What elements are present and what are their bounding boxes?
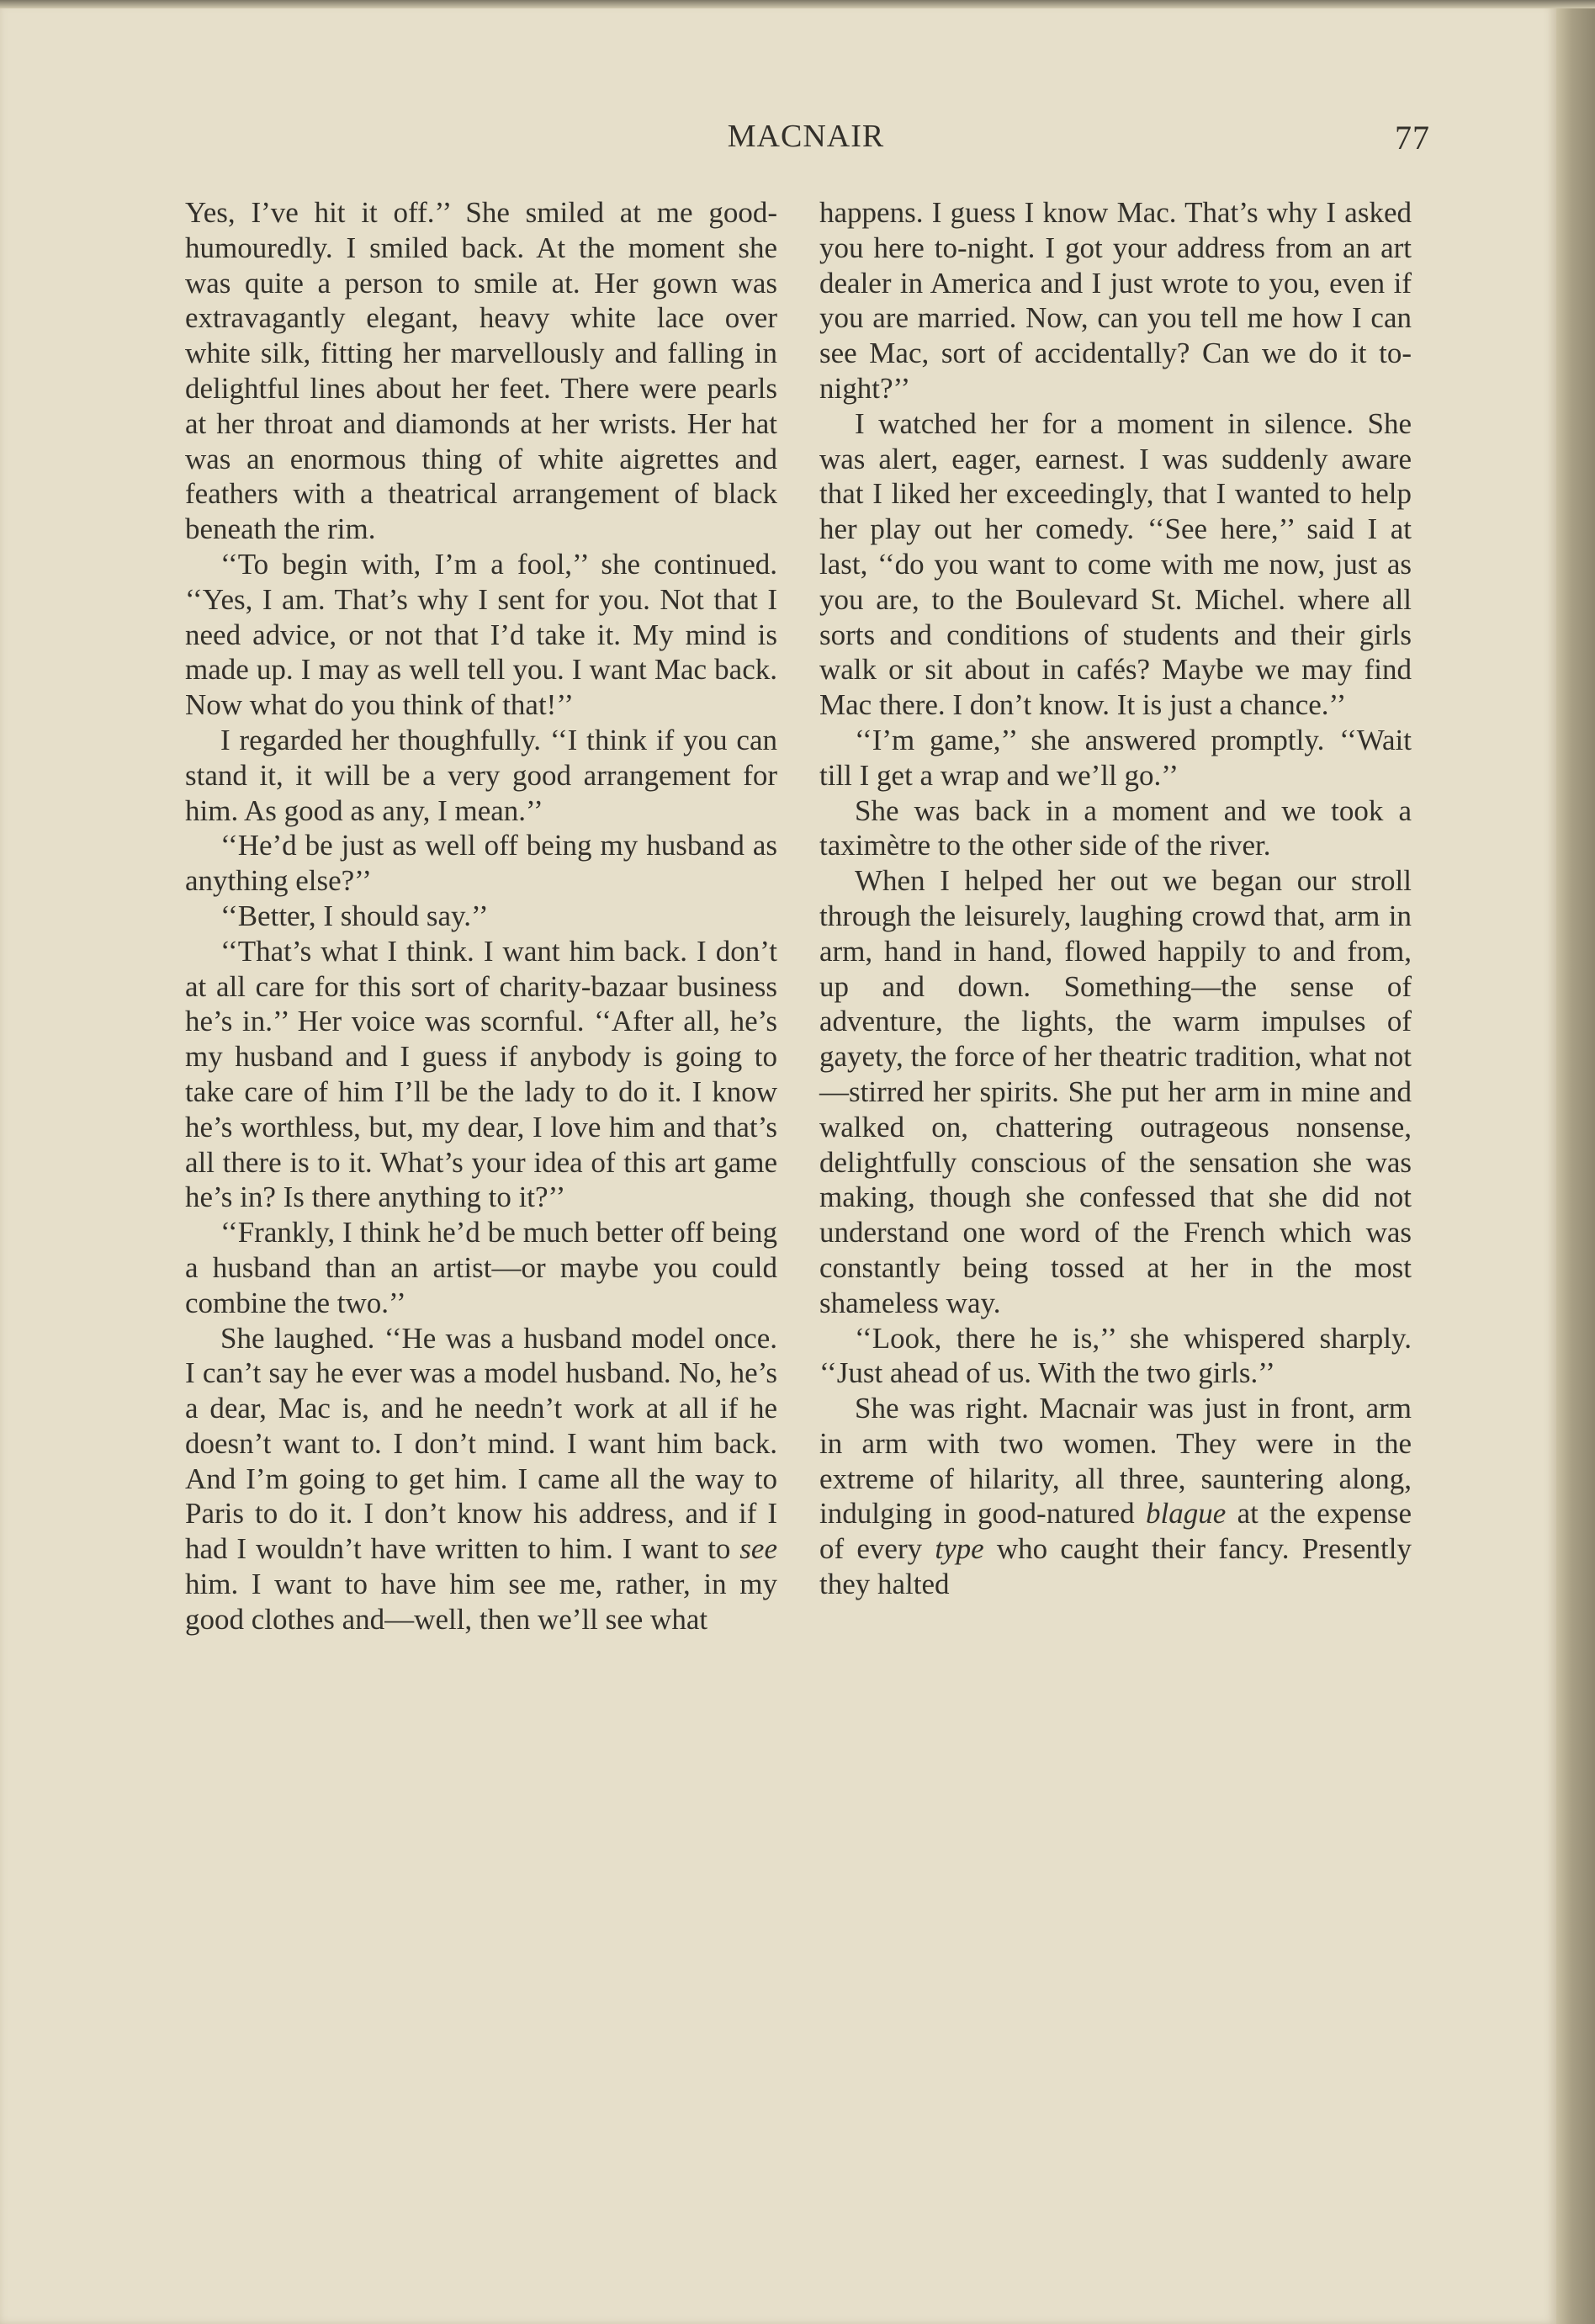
- paragraph-text: I watched her for a moment in silence. She was alert, eager, earnest. I was suddenly aware that I liked her exceedingly, that I wanted to help her play out her comedy. ‘‘See here,’’ said I at last, ‘‘do you want to come with me now, just as you are, to the Boulevard St. Michel. where all sorts and conditions of students and their girls walk or sit about in cafés? Maybe we may find Mac there. I don’t know. It is just a chance.’’: [819, 406, 1412, 722]
- paragraph: [819, 723, 1412, 793]
- paragraph: [819, 1391, 1412, 1602]
- paragraph-text: ‘‘To begin with, I’m a fool,’’ she continued. ‘‘Yes, I am. That’s why I sent for you. Not that I need advice, or not that I’d take it. My mind is made up. I may as well tell you. I want Mac back. Now what do you think of that!’’: [185, 547, 777, 722]
- paragraph: [819, 793, 1412, 864]
- paragraph-text: him. I want to have him see me, rather, in my good clothes and—well, then we’ll see what: [185, 1568, 777, 1636]
- paragraph: [185, 899, 777, 934]
- paragraph: [185, 547, 777, 723]
- paragraph: [185, 723, 777, 828]
- italic-word: see: [739, 1532, 777, 1566]
- paragraph-text: ‘‘That’s what I think. I want him back. I don’t at all care for this sort of charity-bazaar business he’s in.’’ Her voice was scornful. ‘‘After all, he’s my husband and I guess if anybody is going to take care of him I’ll be the lady to do it. I know he’s worthless, but, my dear, I love him and that’s all there is to it. What’s your idea of this art game he’s in? Is there anything to it?’’: [185, 934, 777, 1214]
- paragraph-text: ‘‘I’m game,’’ she answered promptly. ‘‘Wait till I get a wrap and we’ll go.’’: [819, 723, 1412, 792]
- paragraph: [819, 1321, 1412, 1392]
- paragraph: [185, 934, 777, 1215]
- page-edge: [1556, 0, 1595, 2324]
- paragraph-text: She laughed. ‘‘He was a husband model once. I can’t say he ever was a model husband. No, he’s a dear, Mac is, and he needn’t work at all if he doesn’t want to. I don’t mind. I want him back. And I’m going to get him. I came all the way to Paris to do it. I don’t know his address, and if I had I wouldn’t have written to him. I want to: [185, 1321, 777, 1566]
- paragraph-text: happens. I guess I know Mac. That’s why I asked you here to-night. I got your address from an art dealer in America and I just wrote to you, even if you are married. Now, can you tell me how I can see Mac, sort of accidentally? Can we do it to-night?’’: [819, 196, 1412, 405]
- top-edge: [0, 0, 1595, 8]
- paragraph-text: She was back in a moment and we took a taximètre to the other side of the river.: [819, 793, 1412, 862]
- paragraph-text: Yes, I’ve hit it off.’’ She smiled at me good-humouredly. I smiled back. At the moment she was quite a person to smile at. Her gown was extravagantly elegant, heavy white lace over white silk, fitting her marvellously and falling in delightful lines about her feet. There were pearls at her throat and diamonds at her wrists. Her hat was an enormous thing of white aigrettes and feathers with a theatrical arrangement of black beneath the rim.: [185, 196, 777, 546]
- paragraph: [819, 406, 1412, 723]
- paragraph: [819, 195, 1412, 406]
- paragraph-text: ‘‘Better, I should say.’’: [220, 899, 489, 932]
- paragraph-text: ‘‘He’d be just as well off being my husband as anything else?’’: [185, 829, 777, 898]
- paragraph-text: She was right. Macnair was just in front, arm in arm with two women. They were in the extreme of hilarity, all three, sauntering along, indulging in good-natured: [819, 1392, 1412, 1531]
- page-number: 77: [1395, 119, 1430, 157]
- paragraph: [819, 863, 1412, 1320]
- running-header-title: MACNAIR: [727, 119, 885, 154]
- right-column: [819, 195, 1412, 1602]
- paragraph: [185, 1321, 777, 1637]
- paragraph-text: I regarded her thoughfully. ‘‘I think if you can stand it, it will be a very good arrangement for him. As good as any, I mean.’’: [185, 723, 777, 827]
- paragraph-text: at the expense of every: [819, 1497, 1412, 1566]
- italic-word: type: [935, 1532, 984, 1566]
- paragraph: [185, 1215, 777, 1320]
- paragraph: [185, 828, 777, 899]
- left-column: [185, 195, 777, 1637]
- paragraph: [185, 195, 777, 547]
- paragraph-text: who caught their fancy. Presently they halted: [819, 1532, 1412, 1601]
- paragraph-text: ‘‘Frankly, I think he’d be much better off being a husband than an artist—or maybe you could combine the two.’’: [185, 1216, 777, 1319]
- paragraph-text: When I helped her out we began our stroll through the leisurely, laughing crowd that, arm in arm, hand in hand, flowed happily to and from, up and down. Something—the sense of adventure, the lights, the warm impulses of gayety, the force of her theatric tradition, what not—stirred her spirits. She put her arm in mine and walked on, chattering outrageous nonsense, delightfully conscious of the sensation she was making, though she confessed that she did not understand one word of the French which was constantly being tossed at her in the most shameless way.: [819, 864, 1412, 1319]
- italic-word: blague: [1146, 1497, 1227, 1531]
- paragraph-text: ‘‘Look, there he is,’’ she whispered sharply. ‘‘Just ahead of us. With the two girls.’’: [819, 1321, 1412, 1390]
